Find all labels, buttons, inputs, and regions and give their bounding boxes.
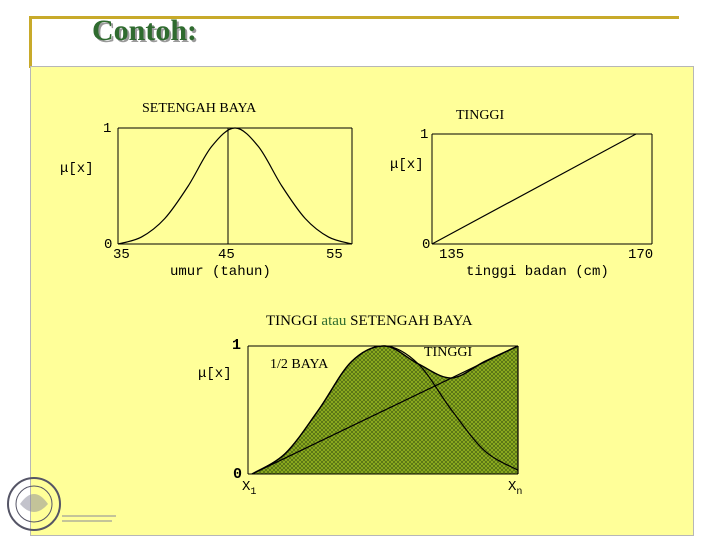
bottom-label-tall: TINGGI <box>424 345 473 360</box>
left-x-tick-45: 45 <box>218 247 235 263</box>
right-x-tick-135: 135 <box>439 247 465 263</box>
left-chart <box>118 128 352 244</box>
bottom-y-axis-label: μ[x] <box>198 366 232 382</box>
bottom-title-setengah: SETENGAH BAYA <box>350 313 473 329</box>
bottom-x-end <box>508 479 522 498</box>
bottom-label-half: 1/2 BAYA <box>270 357 329 372</box>
bottom-title-tinggi: TINGGI <box>266 313 318 329</box>
right-x-tick-170: 170 <box>628 247 654 263</box>
seal-icon <box>4 470 124 536</box>
slide-title: Contoh: <box>92 14 198 47</box>
bottom-x-start-sub: 1 <box>250 486 257 498</box>
left-y-one: 1 <box>103 121 112 137</box>
right-chart <box>432 134 652 244</box>
right-y-axis-label: μ[x] <box>390 157 424 173</box>
right-x-axis-label: tinggi badan (cm) <box>466 264 609 280</box>
right-ramp-line <box>432 134 636 244</box>
left-x-tick-35: 35 <box>113 247 130 263</box>
left-x-tick-55: 55 <box>326 247 343 263</box>
right-chart-label: TINGGI <box>456 108 505 123</box>
bottom-y-zero: 0 <box>233 466 243 483</box>
bottom-x-end-sub: n <box>516 486 523 498</box>
right-y-one: 1 <box>420 127 429 143</box>
left-y-zero: 0 <box>104 237 113 253</box>
bottom-x-start-base: X <box>242 479 251 495</box>
left-y-axis-label: μ[x] <box>60 161 94 177</box>
bottom-chart-title <box>266 313 473 330</box>
left-bell-curve <box>118 128 352 244</box>
bottom-x-start <box>242 479 256 498</box>
left-x-axis-label: umur (tahun) <box>170 264 271 280</box>
bottom-y-one: 1 <box>232 337 242 354</box>
university-seal-logo <box>4 470 124 536</box>
bottom-title-atau: atau <box>321 313 347 329</box>
bottom-x-end-base: X <box>508 479 517 495</box>
right-y-zero: 0 <box>422 237 431 253</box>
left-chart-label: SETENGAH BAYA <box>142 101 257 116</box>
